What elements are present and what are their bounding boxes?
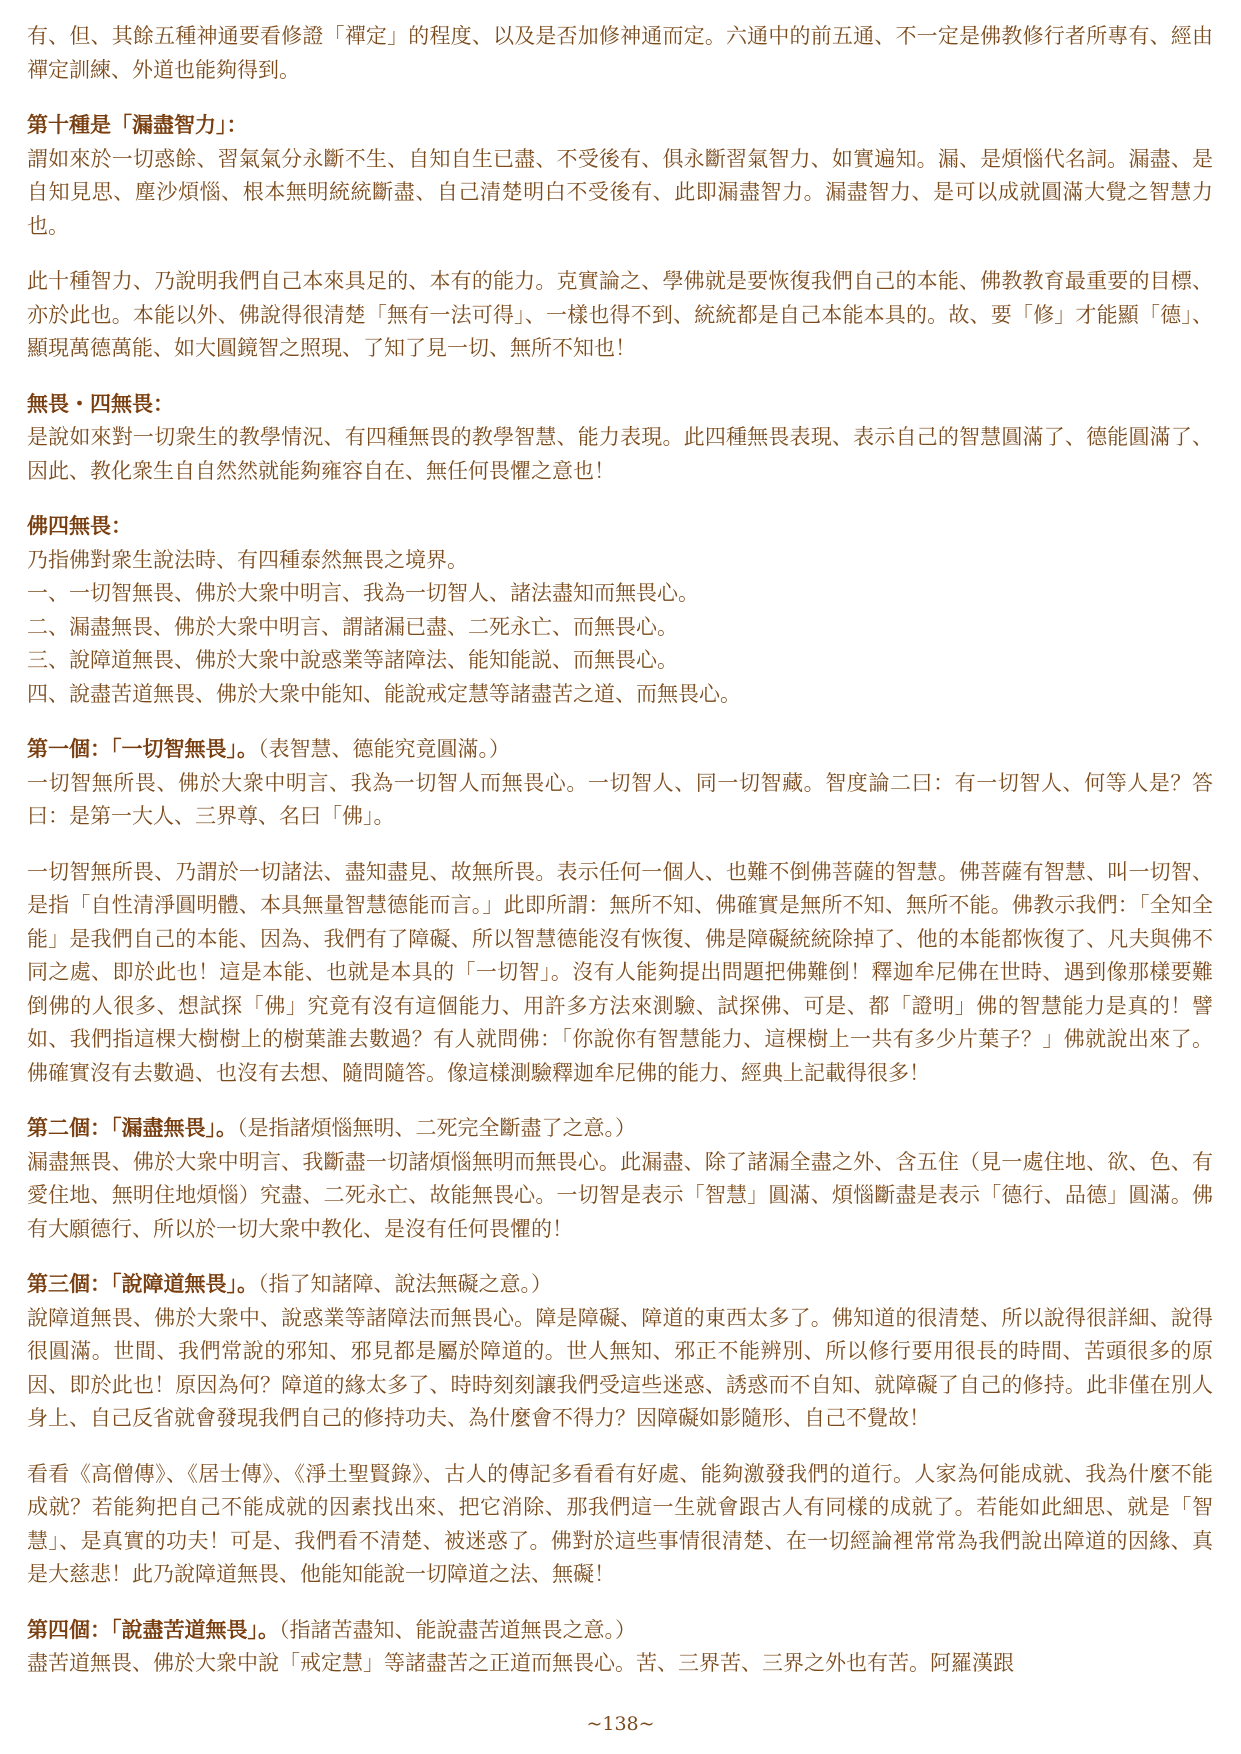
heading-note: （指諸苦盡知、能說盡苦道無畏之意。） (279, 1617, 636, 1642)
list-item: 一、一切智無畏、佛於大衆中明言、我為一切智人、諸法盡知而無畏心。 (27, 581, 699, 605)
heading-title: 第四個：「說盡苦道無畏」。 (27, 1617, 279, 1642)
intro-paragraph: 有、但、其餘五種神通要看修證「禪定」的程度、以及是否加修神通而定。六通中的前五通、不一定是佛教修行者所專有、經由禪定訓練、外道也能夠得到。 (27, 24, 1213, 82)
second-fearlessness-body: 漏盡無畏、佛於大衆中明言、我斷盡一切諸煩惱無明而無畏心。此漏盡、除了諸漏全盡之外、含五住（見一處住地、欲、色、有愛住地、無明住地煩惱）究盡、二死永亡、故能無畏心。一切智是表示「智慧」圓滿、煩惱斷盡是表示「德行、品德」圓滿。佛有大願德行、所以於一切大衆中教化、是沒有任何畏懼的！ (27, 1149, 1213, 1241)
tenth-power-heading: 第十種是「漏盡智力」： (27, 113, 248, 137)
list-item: 三、說障道無畏、佛於大衆中說惑業等諸障法、能知能説、而無畏心。 (27, 648, 678, 672)
heading-title: 第三個：「說障道無畏」。 (27, 1272, 258, 1296)
section-four-fearlessness (27, 510, 1213, 711)
first-fearlessness-heading (27, 733, 1213, 767)
heading-title: 第二個：「漏盡無畏」。 (27, 1116, 237, 1140)
ten-powers-summary: 此十種智力、乃說明我們自己本來具足的、本有的能力。克實論之、學佛就是要恢復我們自己的本能、佛教教育最重要的目標、亦於此也。本能以外、佛說得很清楚「無有一法可得」、一樣也得不到、統統都是自己本能本具的。故、要「修」才能顯「德」、顯現萬德萬能、如大圓鏡智之照現、了知了見一切、無所不知也！ (27, 269, 1213, 360)
fourth-fearlessness-heading (27, 1614, 1213, 1648)
fearlessness-body: 是說如來對一切衆生的教學情況、有四種無畏的教學智慧、能力表現。此四種無畏表現、表示自己的智慧圓滿了、德能圓滿了、因此、教化衆生自自然然就能夠雍容自在、無任何畏懼之意也！ (27, 425, 1213, 483)
list-item: 四、說盡苦道無畏、佛於大衆中能知、能說戒定慧等諸盡苦之道、而無畏心。 (27, 681, 741, 706)
four-fearlessness-list (27, 544, 1213, 712)
second-fearlessness-heading (27, 1112, 1213, 1146)
third-fearlessness-heading (27, 1268, 1213, 1302)
page-number: ~138~ (586, 1713, 655, 1735)
fearlessness-heading: 無畏・四無畏： (27, 391, 174, 416)
section-second-fearlessness (27, 1112, 1213, 1246)
heading-title: 第一個：「一切智無畏」。 (27, 737, 258, 761)
heading-note: （指了知諸障、說法無礙之意。） (258, 1272, 552, 1296)
section-tenth-power (27, 109, 1213, 243)
first-fearlessness-body: 一切智無所畏、佛於大衆中明言、我為一切智人而無畏心。一切智人、同一切智藏。智度論二曰：有一切智人、何等人是？答曰：是第一大人、三界尊、名曰「佛」。 (27, 770, 1213, 828)
section-third-fearlessness (27, 1268, 1213, 1592)
heading-note: （是指諸煩惱無明、二死完全斷盡了之意。） (237, 1116, 636, 1140)
section-first-fearlessness (27, 733, 1213, 1090)
third-fearlessness-body-2: 看看《高僧傳》、《居士傳》、《淨土聖賢錄》、古人的傳記多看看有好處、能夠激發我們的道行。人家為何能成就、我為什麼不能成就？若能夠把自己不能成就的因素找出來、把它消除、那我們這一生就會跟古人有同樣的成就了。若能如此細思、就是「智慧」、是真實的功夫！可是、我們看不清楚、被迷惑了。佛對於這些事情很清楚、在一切經論裡常常為我們說出障道的因緣、真是大慈悲！此乃說障道無畏、他能知能說一切障道之法、無礙！ (27, 1461, 1213, 1586)
section-fourth-fearlessness (27, 1614, 1213, 1681)
heading-note: （表智慧、德能究竟圓滿。） (258, 737, 510, 761)
list-item: 乃指佛對衆生說法時、有四種泰然無畏之境界。 (27, 547, 468, 572)
list-item: 二、漏盡無畏、佛於大衆中明言、謂諸漏已盡、二死永亡、而無畏心。 (27, 614, 678, 639)
first-fearlessness-body-2: 一切智無所畏、乃謂於一切諸法、盡知盡見、故無所畏。表示任何一個人、也難不倒佛菩薩的智慧。佛菩薩有智慧、叫一切智、是指「自性清淨圓明體、本具無量智慧德能而言。」此即所謂：無所不知、佛確實是無所不知、無所不能。佛教示我們：「全知全能」是我們自己的本能、因為、我們有了障礙、所以智慧德能沒有恢復、佛是障礙統統除掉了、他的本能都恢復了、凡夫與佛不同之處、即於此也！這是本能、也就是本具的「一切智」。沒有人能夠提出問題把佛難倒！釋迦牟尼佛在世時、遇到像那樣要難倒佛的人很多、想試探「佛」究竟有沒有這個能力、用許多方法來測驗、試探佛、可是、都「證明」佛的智慧能力是真的！譬如、我們指這棵大樹樹上的樹葉誰去數過？有人就問佛：「你說你有智慧能力、這棵樹上一共有多少片葉子？」佛就說出來了。佛確實沒有去數過、也沒有去想、隨問隨答。像這樣測驗釋迦牟尼佛的能力、經典上記載得很多！ (27, 859, 1213, 1085)
four-fearlessness-heading: 佛四無畏： (27, 514, 132, 538)
third-fearlessness-body: 說障道無畏、佛於大衆中、說惑業等諸障法而無畏心。障是障礙、障道的東西太多了。佛知道的很清楚、所以說得很詳細、說得很圓滿。世間、我們常說的邪知、邪見都是屬於障道的。世人無知、邪正不能辨別、所以修行要用很長的時間、苦頭很多的原因、即於此也！原因為何？障道的緣太多了、時時刻刻讓我們受這些迷惑、誘惑而不自知、就障礙了自己的修持。此非僅在別人身上、自己反省就會發現我們自己的修持功夫、為什麼會不得力？因障礙如影隨形、自己不覺故！ (27, 1305, 1213, 1430)
tenth-power-body: 謂如來於一切惑餘、習氣氣分永斷不生、自知自生已盡、不受後有、俱永斷習氣智力、如實遍知。漏、是煩惱代名詞。漏盡、是自知見思、塵沙煩惱、根本無明統統斷盡、自己清楚明白不受後有、此即漏盡智力。漏盡智力、是可以成就圓滿大覺之智慧力也。 (27, 146, 1213, 238)
section-fearlessness (27, 388, 1213, 489)
fourth-fearlessness-body: 盡苦道無畏、佛於大衆中說「戒定慧」等諸盡苦之正道而無畏心。苦、三界苦、三界之外也有苦。阿羅漢跟 (27, 1651, 1014, 1675)
